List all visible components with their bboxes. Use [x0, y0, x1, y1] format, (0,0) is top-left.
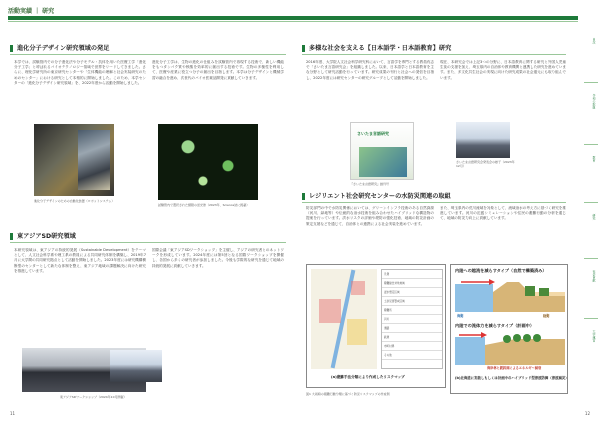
photo-caption: さいたま言語研究会発表会の様子（2023年12月）	[456, 160, 515, 168]
tsunami-defense-diagram	[450, 264, 568, 394]
journal-cover-photo	[350, 122, 414, 180]
legend-row: 河川	[382, 315, 442, 324]
risk-map-figure	[306, 264, 446, 388]
paragraph: 国際会議「東アジアSDワークショップ」を主催し、アジアの研究者とのネットワークを形成しています。2024年度には第5回となる国際ワークショップを開催し、各国から多くの研究者が参加しました。今後も学際的な研究を通じて地域の持続的発展に貢献していきます。	[152, 248, 284, 268]
side-tab-contents[interactable]: 目次	[592, 38, 596, 44]
legend-row: 浸水想定区域	[382, 288, 442, 297]
diagram-caption: (b)北海道に実装しもしくは計画中のハイブリッド型津波防御（津波減災）	[455, 376, 569, 380]
risk-zone-red	[351, 281, 365, 295]
section-rule	[302, 202, 566, 203]
legend-row: 避難勧告対象地域	[382, 279, 442, 288]
side-tab-research[interactable]: 研究	[592, 214, 596, 220]
section-tag: 活動実績 ｜ 研究	[8, 8, 55, 15]
figure-caption: (a)避難手法分類により作成したリスクマップ	[331, 375, 405, 379]
side-rule	[584, 202, 598, 203]
diagram-title-top: 内陸への越流を減らすタイプ（自然で構築済み）	[455, 268, 547, 273]
side-tab-social[interactable]: 社会貢献	[592, 270, 596, 282]
paragraph: 進化分子工学は、生物の進化の仕組みを試験管内で再現する技術で、新しい機能をもつタンパク質や核酸を効率的に創出する技術です。生物の多様性を利用して、医療や産業に役立つ分子の創出を目指します。本学は分子デザインと機械学習の融合を進め、次世代のバイオ医薬品開発に貢献していきます。	[152, 60, 284, 80]
section-rule	[10, 242, 286, 243]
paragraph: 本学では、試験管内での分子進化法や分子モデル・抗体を用いた医療工学「進化分子工学」と呼ばれるバイオテクノロジー領域で世界をリードしてきました。さらに、理化学研究所の東京研究センターや「生体機能の理解と社会実装研究のためのセンター」における研究として本格的に開始しました。このため、本学センターの「進化分子デザイン研究領域」を、2022年度から活動を開始しました。	[14, 60, 146, 85]
page-number-left: 11	[10, 411, 16, 416]
side-rule	[584, 318, 598, 319]
label-sea: 海側	[457, 314, 464, 318]
presentation-photo	[110, 350, 162, 382]
page-header	[0, 0, 600, 26]
book-title-graphic: さいたま言語研究	[357, 131, 389, 136]
photo-caption: 進化分子デザインのための自動化装置（ロボットシステム）	[34, 199, 115, 203]
legend-row: 市町村界	[382, 342, 442, 351]
risk-zone-yellow	[347, 319, 367, 345]
paragraph: 防災部門の中で水防災関係においては、グリーンインフラ技術のある自然資源（河川、緑地等）や伝統的な治水技術を組み合わせたハイブリッドな構造物の提案を行っています。洪水リスクの評価や堤防の強化技術、地域の防災計画の策定支援などを通じて、自治体との連携による社会実装を進めています。	[306, 206, 434, 226]
side-tab-education[interactable]: 教育	[592, 156, 596, 162]
side-rule	[584, 258, 598, 259]
paragraph: また、埼玉県内の荒川流域を対象として、流域治水の考え方に基づく研究を推進しています。河川の氾濫シミュレーションや住民の避難行動の分析を通じて、地域の防災力向上に貢献しています。	[440, 206, 566, 221]
section-title-japanese-studies: 多様な社会を支える【日本語学・日本語教育】研究	[302, 44, 562, 53]
section-title-resilient-society: レジリエント社会研究センターの水防災関連の取組	[302, 192, 562, 201]
legend-row: その他	[382, 351, 442, 360]
side-rule	[584, 82, 598, 83]
diagram-title-bottom: 内陸での流体力を減らすタイプ（計画中）	[455, 323, 535, 328]
risk-zone-red	[319, 299, 341, 323]
label-land: 陸側	[543, 314, 550, 318]
legend-row: 避難所	[382, 306, 442, 315]
section-rule	[10, 54, 286, 55]
header-rule	[8, 16, 578, 20]
legend-row: 道路	[382, 324, 442, 333]
paragraph: 現在、本研究会では上記3つの分野に、日本語教育に関する研究と外国人児童生徒の支援を加え、埼玉県内の自治体や教育機関と連携した研究を進めています。また、多文化共生社会の実現に向けた研究成果の社会還元にも取り組んでいます。	[440, 60, 566, 80]
legend-row: 凡例	[382, 270, 442, 279]
book-cover-image	[359, 147, 407, 177]
presentation-photo	[456, 122, 510, 158]
cell-microscopy-photo	[158, 124, 258, 200]
section-title-east-asia-sd: 東アジアSD研究領域	[10, 232, 280, 241]
figure-note: 図1 大雨時の避難行動分類に基づく防災リスクマップの作成例	[306, 392, 390, 396]
lab-equipment-photo	[78, 130, 110, 190]
section-rule	[302, 54, 566, 55]
side-navigation	[578, 32, 600, 392]
header-subrule	[8, 21, 578, 22]
paragraph: 2016年度、大学院人文社会科学研究科において、言語学を専門とする教員有志で「さいたま言語研究会」を組織しました。以来、日本語学と日本語教育を主な分野として研究活動を行っています。研究成果の刊行と社会への発信を目指し、2022年度には研究センターの研究グループとして活動を開始しました。	[306, 60, 434, 80]
energy-dissipation-label: 海岸林と緩斜面によるエネルギー減衰	[487, 366, 542, 370]
embankment-diagram	[455, 276, 565, 312]
paragraph: 本研究領域は、東アジアの持続的発展（Sustainable Development）をテーマとして、人文社会科学系や理工系の教員による共同研究体制を構築し、2019年7月に大学間の共同研究拠点として活動を開始しました。2023年度には研究機構横断型のセンターとして新たな体制を整え、東アジア地域の課題解決に向けた研究を推進しています。	[14, 248, 146, 273]
side-rule	[584, 144, 598, 145]
risk-map	[311, 269, 377, 369]
section-title-molecular-design: 進化分子デザイン研究領域の発足	[10, 44, 280, 53]
side-tab-management[interactable]: 大学運営	[592, 330, 596, 342]
coastal-forest-diagram	[455, 331, 565, 365]
lab-robot-photo	[34, 124, 114, 196]
photo-caption: 『さいたま言語研究』創刊号	[350, 182, 390, 186]
photo-caption: 試験管内で選択された細胞の蛍光像（2023年、Science誌に掲載）	[158, 203, 250, 207]
map-legend	[381, 269, 443, 369]
legend-row: 鉄道	[382, 333, 442, 342]
page-number-right: 12	[584, 411, 590, 416]
side-tab-reiwa[interactable]: 令和の取組	[592, 94, 596, 109]
legend-row: 土砂災害警戒区域	[382, 297, 442, 306]
photo-caption: 東アジアSDワークショップ（2024年10月開催）	[60, 395, 127, 399]
